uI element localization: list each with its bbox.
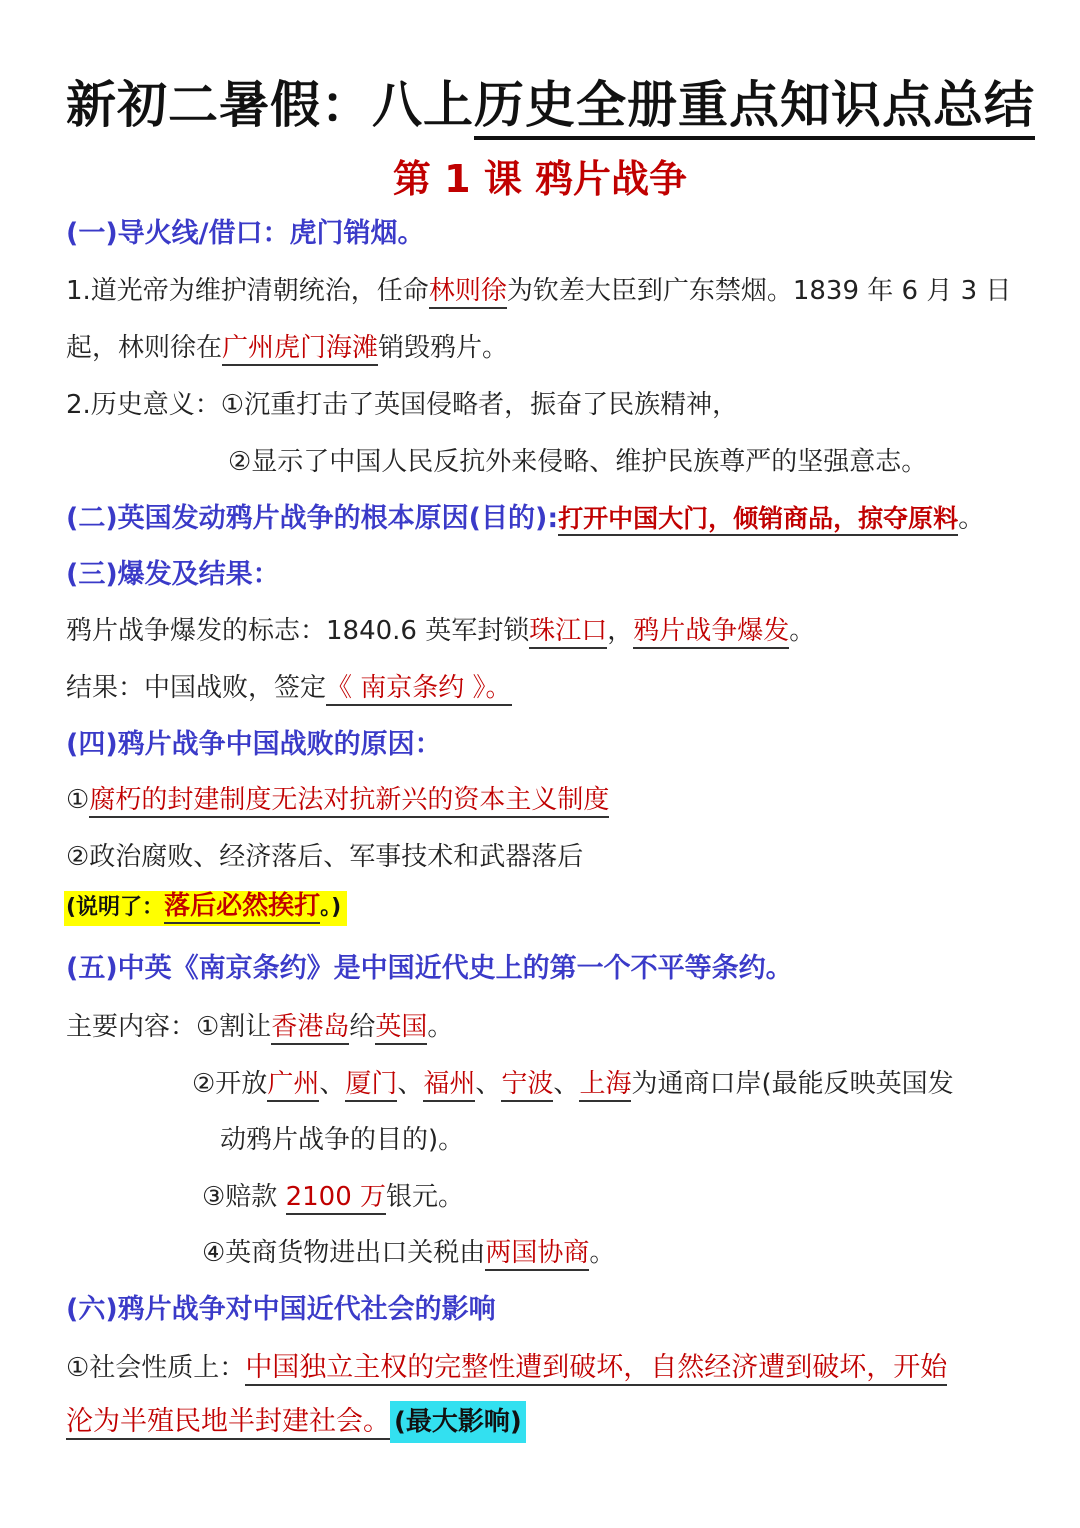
text: 、 <box>553 1069 580 1099</box>
text: 销毁鸦片。 <box>378 333 509 363</box>
text: 给 <box>349 1012 376 1042</box>
section-4-note <box>64 893 347 919</box>
page-title <box>66 76 1035 134</box>
section-1-heading-label: (一)导火线/借口： <box>66 218 290 249</box>
section-1-heading <box>66 220 425 247</box>
answer-war-outbreak: 鸦片战争爆发 <box>633 616 789 649</box>
text: ④英商货物进出口关税由 <box>202 1238 486 1268</box>
text: 为通商口岸(最能反映英国发 <box>631 1069 954 1099</box>
section-1-para-1 <box>66 278 1011 304</box>
section-4-reason-2: ②政治腐败、经济落后、军事技术和武器落后 <box>66 842 584 872</box>
text: 银元。 <box>386 1182 465 1212</box>
section-4-reason-1 <box>66 787 609 813</box>
answer-humen-beach: 广州虎门海滩 <box>222 333 378 366</box>
text: 。 <box>427 1012 454 1042</box>
answer-pearl-river: 珠江口 <box>529 616 607 649</box>
section-6-impact-2 <box>66 1408 526 1435</box>
text: 结果：中国战败，签定 <box>66 673 327 703</box>
section-5-content-4 <box>202 1240 615 1266</box>
section-6-impact-1 <box>66 1354 947 1381</box>
section-5-content-2 <box>192 1071 954 1097</box>
text: 起，林则徐在 <box>66 333 223 363</box>
section-1-significance-2: ②显示了中国人民反抗外来侵略、维护民族尊严的坚强意志。 <box>228 447 928 477</box>
section-2-heading-label: (二)英国发动鸦片战争的根本原因(目的): <box>66 503 559 534</box>
section-1-heading-end: 。 <box>397 218 425 249</box>
highlight-biggest-impact: (最大影响) <box>390 1401 526 1443</box>
section-2-answer: 打开中国大门，倾销商品，掠夺原料 <box>558 504 958 536</box>
answer-reason-1: 腐朽的封建制度无法对抗新兴的资本主义制度 <box>89 785 609 818</box>
section-5-heading: (五)中英《南京条约》是中国近代史上的第一个不平等条约。 <box>66 953 793 984</box>
section-3-para-2 <box>66 675 512 701</box>
text: ②开放 <box>192 1069 268 1099</box>
answer-lin-zexu: 林则徐 <box>429 276 507 309</box>
text: 鸦片战争爆发的标志：1840.6 英军封锁 <box>66 616 530 646</box>
answer-indemnity: 2100 万 <box>286 1182 386 1215</box>
port-ningbo: 宁波 <box>501 1069 553 1102</box>
section-5-content-1 <box>66 1014 453 1040</box>
text: ， <box>607 616 634 646</box>
title-underlined: 历史全册重点知识点总结 <box>474 76 1035 140</box>
section-3-heading: (三)爆发及结果： <box>66 559 280 590</box>
text: 、 <box>397 1069 424 1099</box>
section-4-heading: (四)鸦片战争中国战败的原因： <box>66 729 442 760</box>
section-1-heading-answer: 虎门销烟 <box>289 218 398 249</box>
answer-britain: 英国 <box>375 1012 427 1045</box>
text: 。 <box>958 503 986 534</box>
text: 。) <box>320 895 342 920</box>
port-fuzhou: 福州 <box>423 1069 475 1102</box>
text: 。 <box>789 616 816 646</box>
text: 。 <box>589 1238 616 1268</box>
lesson-title: 第 1 课 鸦片战争 <box>392 157 688 201</box>
text: 、 <box>475 1069 502 1099</box>
title-prefix: 新初二暑假：八上 <box>66 76 474 134</box>
text: 主要内容：①割让 <box>66 1012 272 1042</box>
section-1-significance-1: 2.历史意义：①沉重打击了英国侵略者，振奋了民族精神， <box>66 390 739 420</box>
answer-impact-2: 沦为半殖民地半封建社会。 <box>66 1406 390 1440</box>
text: 1.道光帝为维护清朝统治，任命 <box>66 276 429 306</box>
text: ① <box>66 785 90 815</box>
highlight-note <box>64 891 347 926</box>
section-6-heading: (六)鸦片战争对中国近代社会的影响 <box>66 1294 496 1325</box>
port-shanghai: 上海 <box>579 1069 631 1102</box>
port-guangzhou: 广州 <box>267 1069 319 1102</box>
answer-treaty-of-nanking: 《 南京条约 》。 <box>326 673 512 706</box>
text: 为钦差大臣到广东禁烟。1839 年 6 月 3 日 <box>506 276 1012 306</box>
text: ③赔款 <box>202 1182 286 1212</box>
section-5-content-2-cont: 动鸦片战争的目的)。 <box>220 1125 465 1155</box>
section-3-para-1 <box>66 618 815 644</box>
section-1-para-2 <box>66 335 508 361</box>
answer-hong-kong: 香港岛 <box>271 1012 349 1045</box>
section-2-heading <box>66 505 985 532</box>
text: (说明了： <box>66 895 165 920</box>
text: ①社会性质上： <box>66 1353 246 1383</box>
text: 、 <box>319 1069 346 1099</box>
answer-impact-1: 中国独立主权的完整性遭到破坏，自然经济遭到破坏，开始 <box>245 1352 947 1386</box>
answer-tariff: 两国协商 <box>485 1238 589 1271</box>
answer-backward-beaten: 落后必然挨打 <box>164 891 320 924</box>
section-5-content-3 <box>202 1184 464 1210</box>
port-xiamen: 厦门 <box>345 1069 397 1102</box>
